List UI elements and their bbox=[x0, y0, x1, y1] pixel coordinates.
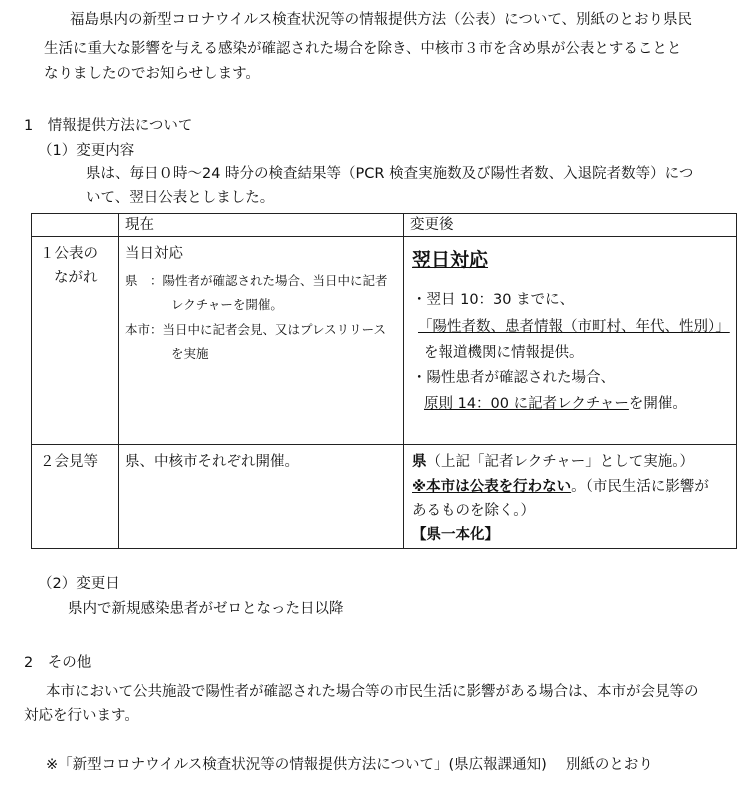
row-label-press bbox=[32, 445, 119, 549]
after-flow-bullet-2-line-1: ・陽性患者が確認された場合、 bbox=[412, 370, 615, 386]
row-label-flow-line-1: １公表の bbox=[40, 246, 98, 262]
after-flow-title: 翌日対応 bbox=[412, 249, 489, 271]
section-1-heading: 1 情報提供方法について bbox=[24, 118, 193, 134]
section-2-body-1: 本市において公共施設で陽性者が確認された場合等の市民生活に影響がある場合は、本市が会見等の bbox=[46, 684, 699, 700]
section-2-body-2: 対応を行います。 bbox=[24, 708, 139, 724]
row-label-press-text: ２会見等 bbox=[40, 454, 98, 470]
table-row-press bbox=[32, 445, 737, 549]
current-flow-title: 当日対応 bbox=[125, 246, 183, 262]
after-flow-bullet-1-line-2: 「陽性者数、患者情報（市町村、年代、性別）」 bbox=[418, 319, 730, 335]
comparison-table bbox=[31, 213, 737, 549]
after-press-line-3: あるものを除く。） bbox=[412, 503, 535, 519]
after-flow-bullet-1-line-1: ・翌日 10：30 までに、 bbox=[412, 292, 575, 308]
after-press-line-1-rest: （上記「記者レクチャー」として実施。） bbox=[426, 454, 695, 470]
current-flow-pref-2: レクチャーを開催。 bbox=[171, 297, 283, 312]
table-header-blank bbox=[32, 214, 119, 237]
table-row-flow bbox=[32, 237, 737, 445]
after-press-cell bbox=[404, 445, 737, 549]
table-header-row bbox=[32, 214, 737, 237]
after-press-no-publish: ※本市は公表を行わない bbox=[412, 479, 572, 495]
subsection-1-body-1: 県は、毎日０時～24 時分の検査結果等（PCR 検査実施数及び陽性者数、入退院者数等）につ bbox=[86, 166, 694, 182]
after-flow-bullet-2-line-2 bbox=[424, 393, 687, 415]
current-flow-pref-1: 県 ：陽性者が確認された場合、当日中に記者 bbox=[125, 273, 388, 288]
after-press-unified: 【県一本化】 bbox=[412, 527, 499, 543]
after-flow-cell bbox=[404, 237, 737, 445]
current-flow-city-2: を実施 bbox=[171, 346, 209, 361]
intro-line-3: なりましたのでお知らせします。 bbox=[44, 66, 260, 82]
row-label-flow bbox=[32, 237, 119, 445]
subsection-2-heading: （2）変更日 bbox=[38, 576, 120, 592]
table-header-current: 現在 bbox=[119, 214, 404, 237]
intro-line-2: 生活に重大な影響を与える感染が確認された場合を除き、中核市３市を含め県が公表とすることと bbox=[44, 41, 682, 57]
after-flow-bullet-2-underlined: 原則 14：00 に記者レクチャー bbox=[424, 396, 629, 412]
current-flow-cell bbox=[119, 237, 404, 445]
after-flow-bullet-1-line-3: を報道機関に情報提供。 bbox=[424, 345, 584, 361]
intro-line-1: 福島県内の新型コロナウイルス検査状況等の情報提供方法（公表）について、別紙のとおり県民 bbox=[70, 12, 693, 28]
after-press-line-1 bbox=[412, 451, 694, 473]
after-press-line-2 bbox=[412, 476, 709, 498]
subsection-2-body: 県内で新規感染患者がゼロとなった日以降 bbox=[68, 601, 344, 617]
after-flow-bullet-2-rest: を開催。 bbox=[628, 396, 687, 412]
table-header-after: 変更後 bbox=[404, 214, 737, 237]
subsection-1-heading: （1）変更内容 bbox=[38, 143, 135, 159]
after-press-line-2-rest: 。（市民生活に影響が bbox=[571, 479, 709, 495]
current-flow-city-1: 本市：当日中に記者会見、又はプレスリリース bbox=[125, 322, 387, 337]
current-press-cell bbox=[119, 445, 404, 549]
row-label-flow-line-2: ながれ bbox=[54, 270, 98, 286]
reference-note: ※「新型コロナウイルス検査状況等の情報提供方法について」(県広報課通知) 別紙のとおり bbox=[46, 757, 653, 773]
current-press-text: 県、中核市それぞれ開催。 bbox=[125, 454, 299, 470]
after-press-pref-bold: 県 bbox=[412, 454, 427, 470]
section-2-heading: 2 その他 bbox=[24, 655, 92, 671]
subsection-1-body-2: いて、翌日公表としました。 bbox=[86, 190, 275, 206]
